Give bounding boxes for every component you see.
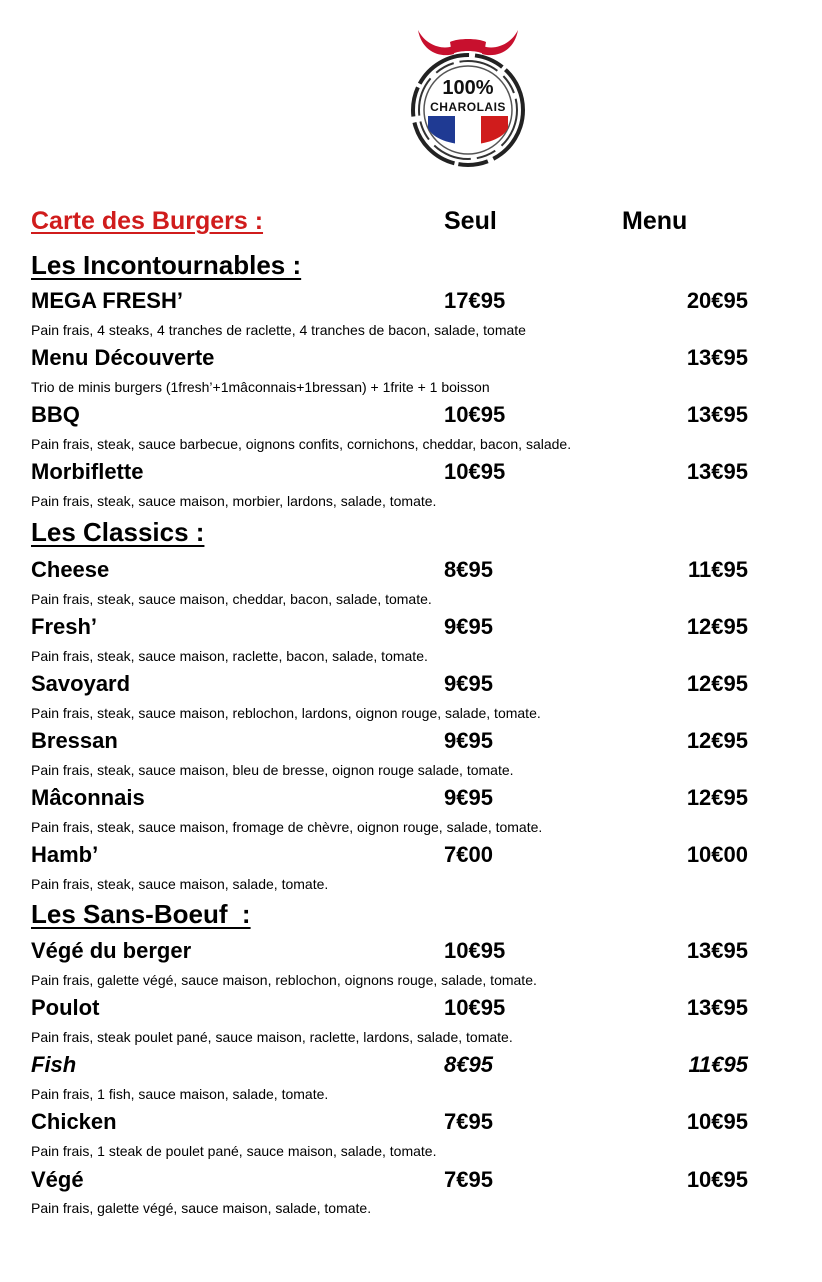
item-price-seul: 7€95 — [444, 1167, 493, 1192]
item-price-seul: 10€95 — [444, 402, 506, 427]
item-description: Pain frais, steak poulet pané, sauce maison, raclette, lardons, salade, tomate. — [31, 1029, 513, 1045]
section-title: Les Sans-Boeuf : — [31, 899, 251, 929]
item-description: Pain frais, steak, sauce maison, cheddar, bacon, salade, tomate. — [31, 591, 432, 607]
item-name: Morbiflette — [31, 459, 144, 484]
item-description: Pain frais, steak, sauce barbecue, oignons confits, cornichons, cheddar, bacon, salade. — [31, 436, 572, 452]
item-name: Végé du berger — [31, 938, 192, 963]
item-price-seul: 8€95 — [444, 1052, 493, 1077]
item-price-seul: 10€95 — [444, 459, 506, 484]
item-price-menu: 13€95 — [686, 345, 748, 370]
section-title: Les Incontournables : — [31, 250, 302, 280]
column-header-seul: Seul — [444, 207, 497, 235]
menu-title: Carte des Burgers : — [31, 207, 264, 235]
item-description: Trio de minis burgers (1fresh’+1mâconnais+1bressan) + 1frite + 1 boisson — [31, 379, 490, 395]
item-price-menu: 10€95 — [686, 1167, 748, 1192]
item-price-seul: 7€00 — [444, 842, 493, 867]
item-name: Hamb’ — [31, 842, 99, 867]
item-name: Fish — [31, 1052, 77, 1077]
item-name: Fresh’ — [31, 614, 98, 639]
item-price-menu: 10€00 — [686, 842, 748, 867]
item-price-menu: 11€95 — [688, 557, 748, 582]
item-name: BBQ — [31, 402, 80, 427]
item-description: Pain frais, 1 fish, sauce maison, salade, tomate. — [31, 1086, 329, 1102]
item-name: Cheese — [31, 557, 110, 582]
item-description: Pain frais, steak, sauce maison, morbier, lardons, salade, tomate. — [31, 493, 437, 509]
item-name: Savoyard — [31, 671, 131, 696]
item-price-menu: 11€95 — [688, 1052, 748, 1077]
item-description: Pain frais, steak, sauce maison, salade, tomate. — [31, 876, 329, 892]
item-price-menu: 12€95 — [686, 728, 748, 753]
item-description: Pain frais, steak, sauce maison, bleu de bresse, oignon rouge salade, tomate. — [31, 762, 514, 778]
item-price-seul: 17€95 — [444, 288, 506, 313]
item-price-seul: 9€95 — [444, 671, 493, 696]
item-price-seul: 9€95 — [444, 785, 493, 810]
item-price-menu: 20€95 — [686, 288, 748, 313]
item-description: Pain frais, galette végé, sauce maison, salade, tomate. — [31, 1200, 372, 1216]
item-description: Pain frais, 1 steak de poulet pané, sauce maison, salade, tomate. — [31, 1143, 437, 1159]
item-name: Menu Découverte — [31, 345, 215, 370]
item-description: Pain frais, galette végé, sauce maison, reblochon, oignons rouge, salade, tomate. — [31, 972, 537, 988]
logo-text-100: 100% — [442, 77, 494, 99]
item-price-menu: 13€95 — [686, 938, 748, 963]
item-price-menu: 12€95 — [686, 614, 748, 639]
item-name: MEGA FRESH’ — [31, 288, 183, 313]
section-title: Les Classics : — [31, 517, 205, 547]
item-name: Bressan — [31, 728, 118, 753]
logo-text-charolais: CHAROLAIS — [430, 100, 506, 114]
item-description: Pain frais, steak, sauce maison, fromage de chèvre, oignon rouge, salade, tomate. — [31, 819, 543, 835]
item-price-menu: 13€95 — [686, 995, 748, 1020]
item-name: Végé — [31, 1167, 84, 1192]
item-name: Poulot — [31, 995, 100, 1020]
item-description: Pain frais, steak, sauce maison, reblochon, lardons, oignon rouge, salade, tomate. — [31, 705, 541, 721]
item-price-menu: 13€95 — [686, 402, 748, 427]
item-name: Mâconnais — [31, 785, 145, 810]
item-price-seul: 9€95 — [444, 614, 493, 639]
item-description: Pain frais, 4 steaks, 4 tranches de raclette, 4 tranches de bacon, salade, tomate — [31, 322, 526, 338]
item-price-menu: 13€95 — [686, 459, 748, 484]
item-price-menu: 12€95 — [686, 671, 748, 696]
item-price-seul: 10€95 — [444, 995, 506, 1020]
item-description: Pain frais, steak, sauce maison, raclette, bacon, salade, tomate. — [31, 648, 428, 664]
item-price-seul: 9€95 — [444, 728, 493, 753]
item-price-seul: 7€95 — [444, 1109, 493, 1134]
item-name: Chicken — [31, 1109, 117, 1134]
charolais-logo — [398, 20, 538, 170]
item-price-seul: 8€95 — [444, 557, 493, 582]
item-price-menu: 12€95 — [686, 785, 748, 810]
item-price-menu: 10€95 — [686, 1109, 748, 1134]
column-header-menu: Menu — [622, 207, 688, 235]
item-price-seul: 10€95 — [444, 938, 506, 963]
